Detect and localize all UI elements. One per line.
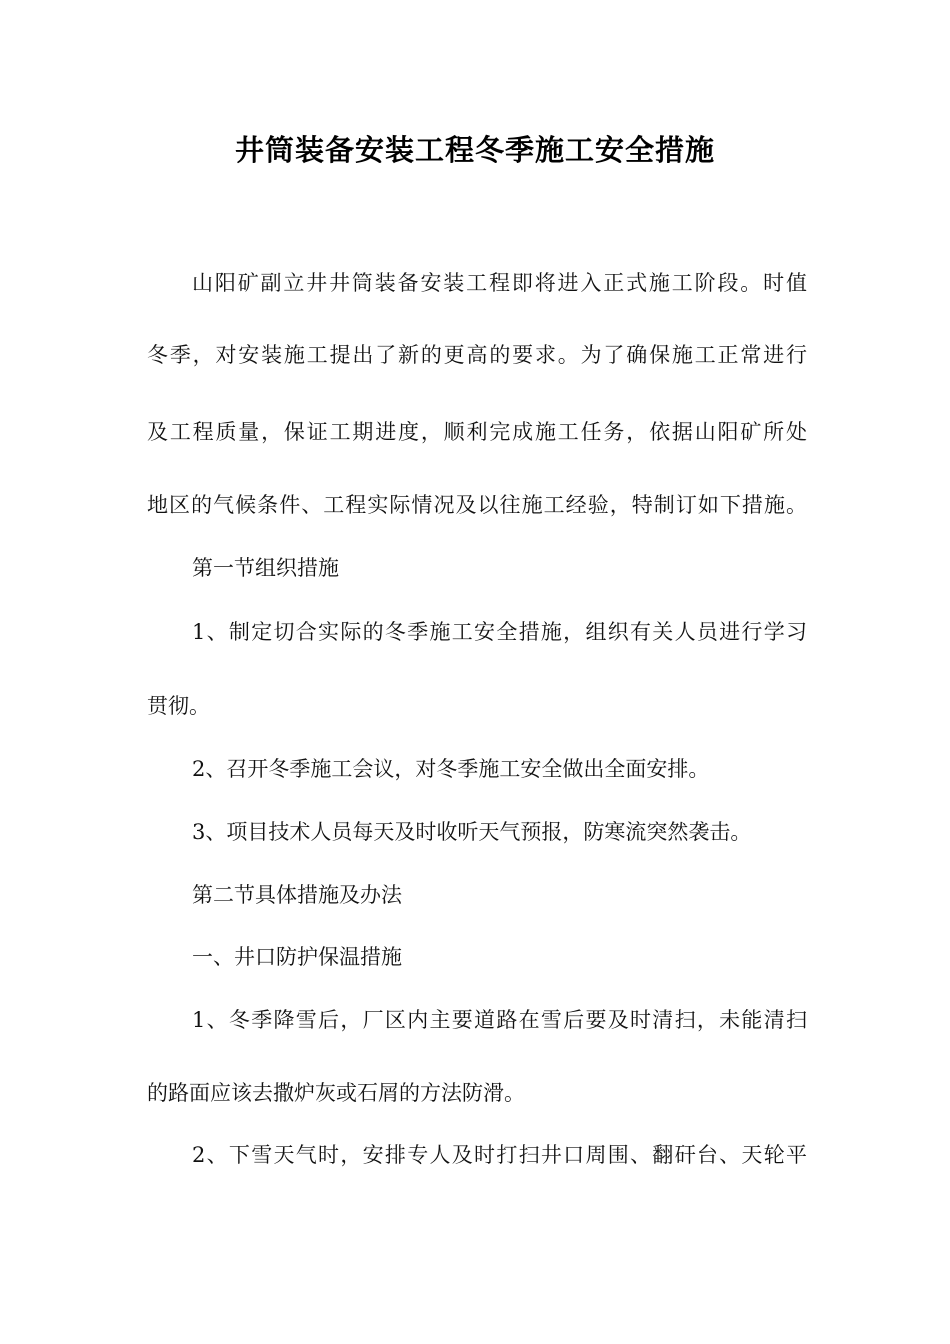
paragraph-line: 1、制定切合实际的冬季施工安全措施，组织有关人员进行学习 [192, 620, 807, 644]
paragraph-line: 2、下雪天气时，安排专人及时打扫井口周围、翻矸台、天轮平 [192, 1143, 807, 1167]
paragraph-line: 山阳矿副立井井筒装备安装工程即将进入正式施工阶段。时值 [192, 271, 807, 295]
paragraph-line: 3、项目技术人员每天及时收听天气预报，防寒流突然袭击。 [192, 820, 752, 844]
paragraph-line: 及工程质量，保证工期进度，顺利完成施工任务，依据山阳矿所处 [147, 420, 807, 444]
subsection-heading: 一、井口防护保温措施 [192, 945, 402, 969]
paragraph-line: 冬季，对安装施工提出了新的更高的要求。为了确保施工正常进行 [147, 343, 807, 367]
section-heading: 第一节组织措施 [192, 556, 339, 580]
paragraph-line: 贯彻。 [147, 694, 210, 718]
paragraph-line: 1、冬季降雪后，厂区内主要道路在雪后要及时清扫，未能清扫 [192, 1008, 807, 1032]
paragraph-line: 2、召开冬季施工会议，对冬季施工安全做出全面安排。 [192, 757, 710, 781]
section-heading: 第二节具体措施及办法 [192, 883, 402, 907]
paragraph-line: 地区的气候条件、工程实际情况及以往施工经验，特制订如下措施。 [147, 493, 807, 517]
paragraph-line: 的路面应该去撒炉灰或石屑的方法防滑。 [147, 1081, 525, 1105]
document-title: 井筒装备安装工程冬季施工安全措施 [234, 133, 715, 167]
